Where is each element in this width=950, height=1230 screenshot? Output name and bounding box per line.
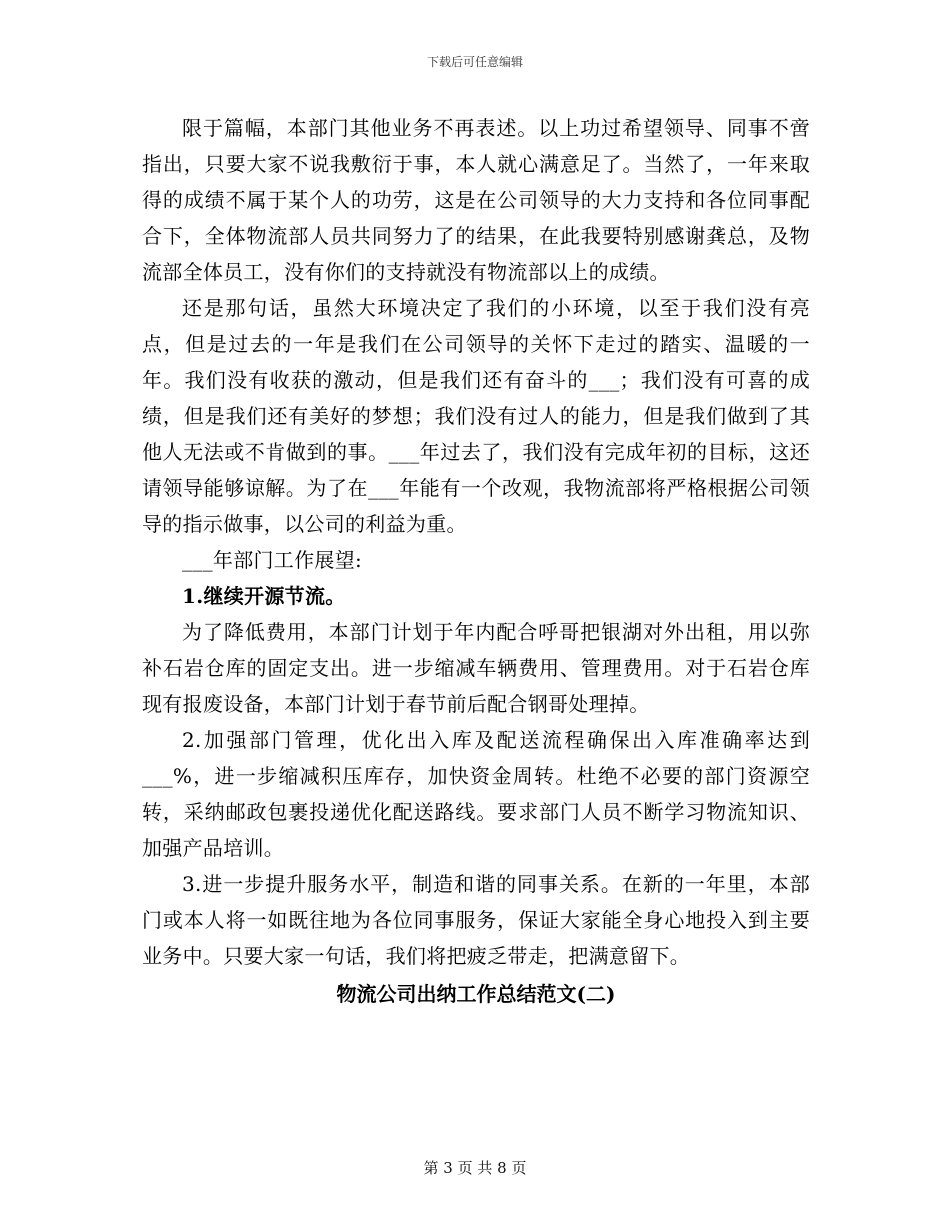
document-body: [142, 110, 810, 1012]
item-1-heading: 1.继续开源节流。: [182, 584, 346, 608]
page-footer: 第 3 页 共 8 页: [423, 1159, 527, 1177]
paragraph-summary: 限于篇幅，本部门其他业务不再表述。以上功过希望领导、同事不啻指出，只要大家不说我敷衍于事，本人就心满意足了。当然了，一年来取得的成绩不属于某个人的功劳，这是在公司领导的大力支持和各位同事配合下，全体物流部人员共同努力了的结果，在此我要特别感谢龚总，及物流部全体员工，没有你们的支持就没有物流部以上的成绩。: [142, 116, 810, 284]
item-2: 2.加强部门管理，优化出入库及配送流程确保出入库准确率达到___%，进一步缩减积压库存，加快资金周转。杜绝不必要的部门资源空转，采纳邮政包裹投递优化配送路线。要求部门人员不断学习物流知识、加强产品培训。: [142, 728, 810, 860]
paragraph-outlook-intro: ___年部门工作展望:: [182, 548, 363, 572]
page-header: 下载后可任意编辑: [426, 55, 523, 69]
item-1-body: 为了降低费用，本部门计划于年内配合呼哥把银湖对外出租，用以弥补石岩仓库的固定支出。进一步缩减车辆费用、管理费用。对于石岩仓库现有报废设备，本部门计划于春节前后配合钢哥处理掉。: [142, 620, 810, 716]
paragraph-reflection: 还是那句话，虽然大环境决定了我们的小环境，以至于我们没有亮点，但是过去的一年是我们在公司领导的关怀下走过的踏实、温暖的一年。我们没有收获的激动，但是我们还有奋斗的___；我们没有可喜的成绩，但是我们还有美好的梦想；我们没有过人的能力，但是我们做到了其他人无法或不肯做到的事。___年过去了，我们没有完成年初的目标，这还请领导能够谅解。为了在___年能有一个改观，我物流部将严格根据公司领导的指示做事，以公司的利益为重。: [142, 296, 810, 536]
section-title: 物流公司出纳工作总结范文(二): [336, 982, 616, 1006]
item-3: 3.进一步提升服务水平，制造和谐的同事关系。在新的一年里，本部门或本人将一如既往地为各位同事服务，保证大家能全身心地投入到主要业务中。只要大家一句话，我们将把疲乏带走，把满意留下。: [142, 872, 810, 968]
